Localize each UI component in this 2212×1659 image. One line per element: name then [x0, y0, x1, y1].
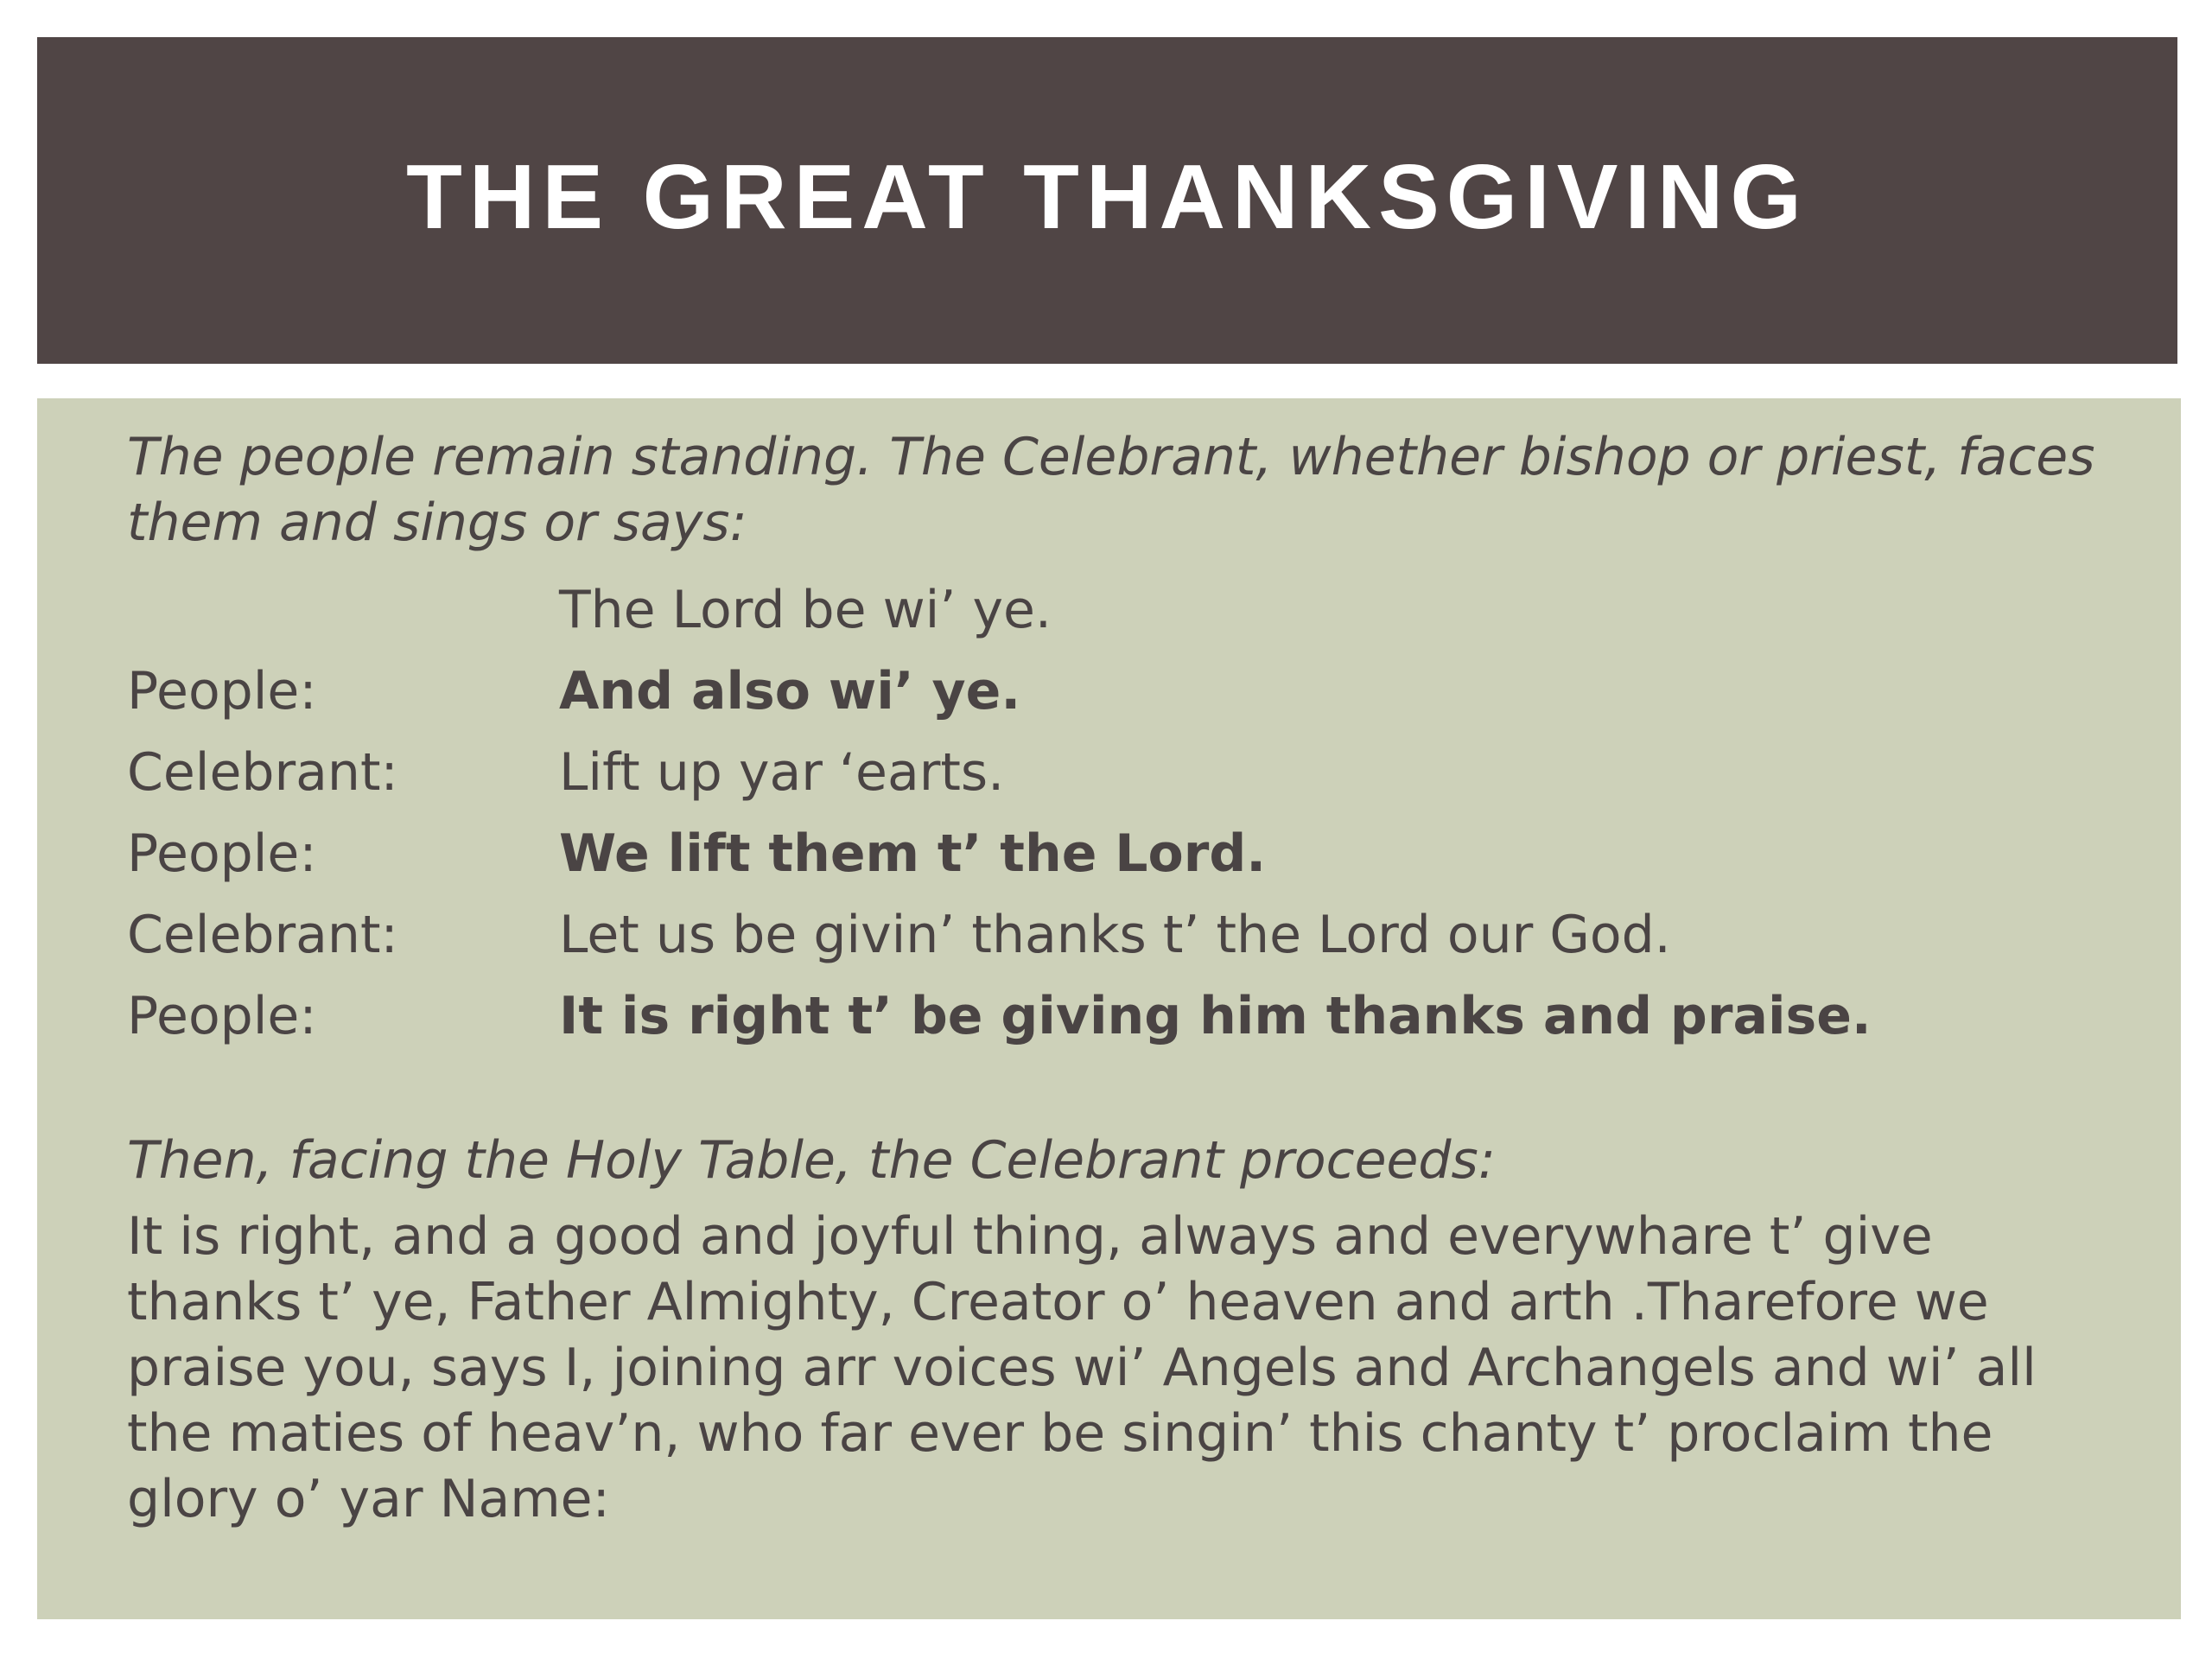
- dialog: [127, 569, 2114, 1057]
- second-rubric: Then, facing the Holy Table, the Celebrant proceeds:: [127, 1130, 1496, 1191]
- dialog-line: Let us be givin’ thanks t’ the Lord our God.: [559, 905, 1671, 965]
- people-response: We lift them t’ the Lord.: [559, 823, 1267, 884]
- speaker-label: Celebrant:: [127, 905, 398, 965]
- dialog-row: [127, 651, 2114, 732]
- intro-rubric: The people remain standing. The Celebrant, whether bishop or priest, faces them and sings or says:: [127, 427, 2095, 553]
- people-response: And also wi’ ye.: [559, 661, 1021, 721]
- dialog-line: Lift up yar ‘earts.: [559, 742, 1005, 803]
- people-response: It is right t’ be giving him thanks and praise.: [559, 986, 1872, 1046]
- dialog-row: [127, 894, 2114, 976]
- speaker-label: People:: [127, 986, 317, 1046]
- dialog-row: [127, 813, 2114, 894]
- dialog-row: [127, 976, 2114, 1057]
- prayer-text: It is right, and a good and joyful thing, always and everywhare t’ give thanks t’ ye, Father Almighty, Creator o’ heaven and arth .Tharefore we praise you, says I, joining arr voices wi’ Angels and Archangels and wi’ all the maties of heav’n, who far ever be singin’ this chanty t’ proclaim the glory o’ yar Name:: [127, 1206, 2037, 1529]
- title-bar: [37, 37, 2177, 364]
- slide-title: THE GREAT THANKSGIVING: [406, 145, 1808, 248]
- liturgy-text: [127, 424, 2114, 1532]
- speaker-label: People:: [127, 661, 317, 721]
- content-panel: [37, 398, 2181, 1619]
- dialog-row: [127, 732, 2114, 813]
- dialog-row: [127, 569, 2114, 651]
- speaker-label: Celebrant:: [127, 742, 398, 803]
- dialog-line: The Lord be wi’ ye.: [559, 580, 1052, 640]
- speaker-label: People:: [127, 823, 317, 884]
